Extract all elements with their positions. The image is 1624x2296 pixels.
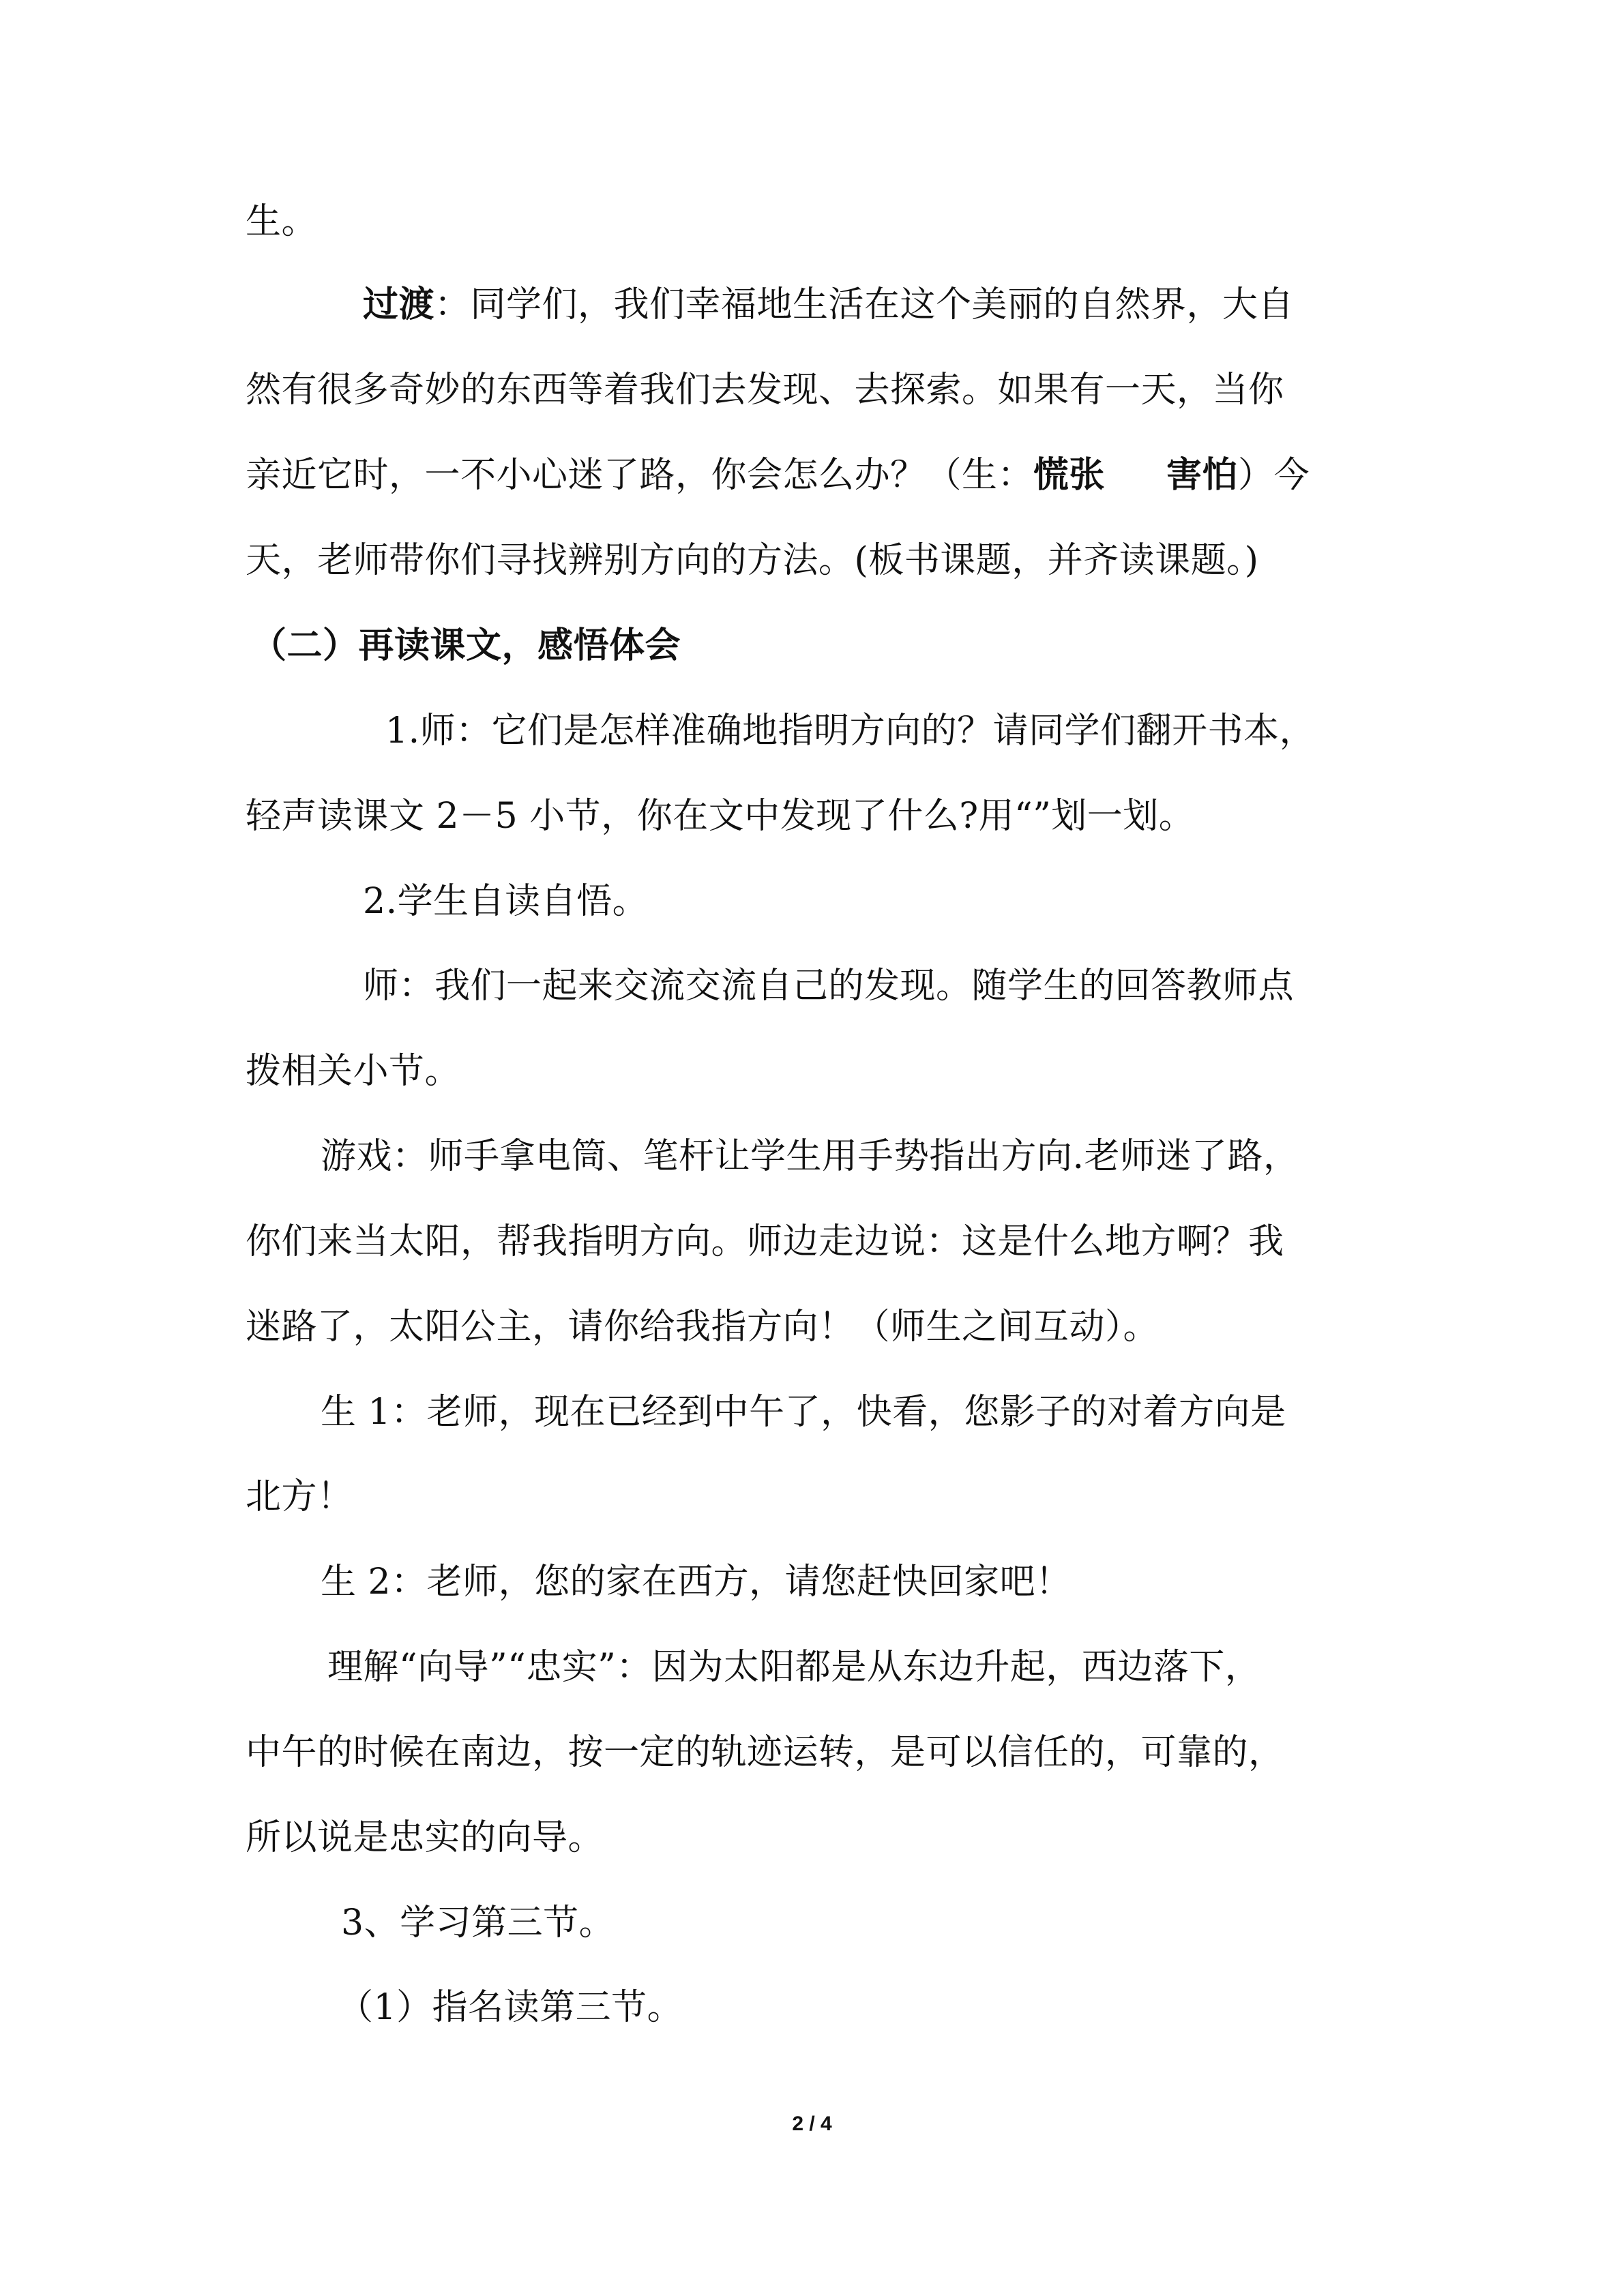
transition-label: 过渡 [363,284,435,325]
body-text-line [246,451,1310,499]
body-text-line: 所以说是忠实的向导。 [246,1817,604,1858]
body-text-line: 轻声读课文 2－5 小节，你在文中发现了什么?用“”划一划。 [246,796,1195,837]
body-text-line: 中午的时候在南边，按一定的轨迹运转，是可以信任的，可靠的， [246,1732,1284,1773]
body-text-line: 师：我们一起来交流交流自己的发现。随学生的回答教师点 [363,966,1295,1007]
body-text: 亲近它时，一不小心迷了路，你会怎么办？（生： [246,455,1034,496]
body-text-line: 北方！ [246,1476,353,1517]
body-text-line: 天，老师带你们寻找辨别方向的方法。(板书课题，并齐读课题。) [246,540,1259,581]
body-text-line: 3、学习第三节。 [341,1903,615,1943]
body-text-line: 你们来当太阳，帮我指明方向。师边走边说：这是什么地方啊？我 [246,1221,1284,1262]
transition-line [363,281,1294,329]
page-number: 2 / 4 [792,2113,832,2135]
body-text-line: 1.师：它们是怎样准确地指明方向的？请同学们翻开书本， [385,711,1316,751]
body-text-line: 生 2：老师，您的家在西方，请您赶快回家吧！ [321,1562,1072,1602]
body-text-line: （1）指名读第三节。 [338,1987,683,2028]
body-text-line: 然有很多奇妙的东西等着我们去发现、去探索。如果有一天，当你 [246,370,1284,411]
body-text-line: 拨相关小节。 [246,1051,461,1092]
body-text-line: 生。 [246,201,318,242]
body-text-line: 游戏：师手拿电筒、笔杆让学生用手势指出方向.老师迷了路， [321,1136,1299,1177]
body-text-line: 2.学生自读自悟。 [363,881,649,922]
emphasis-text: 慌张 [1033,455,1106,496]
emphasis-text: 害怕 [1166,455,1239,496]
section-heading: （二）再读课文，感悟体会 [251,625,681,666]
body-text-line: 迷路了，太阳公主，请你给我指方向！（师生之间互动）。 [246,1307,1160,1347]
body-text: ）今 [1238,455,1310,496]
body-text-line: 理解“向导”“忠实”：因为太阳都是从东边升起，西边落下， [327,1647,1261,1688]
body-text-line: 生 1：老师，现在已经到中午了，快看，您影子的对着方向是 [321,1392,1286,1433]
body-text: ：同学们，我们幸福地生活在这个美丽的自然界，大自 [434,284,1295,325]
